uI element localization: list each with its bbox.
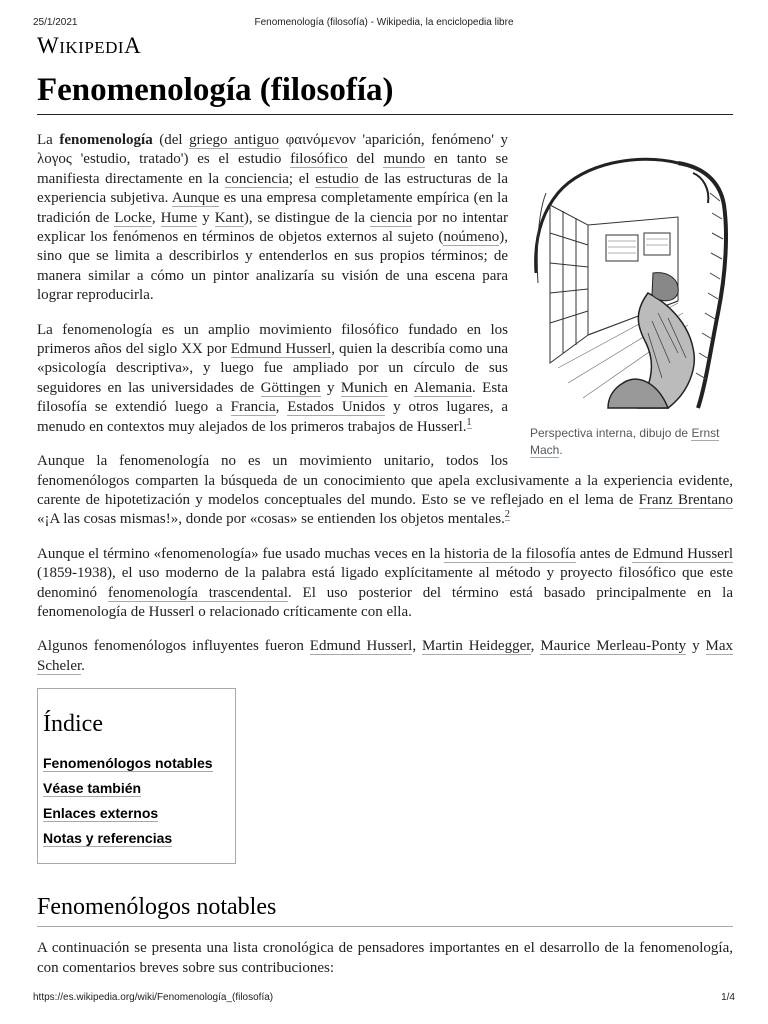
- ernst-mach-link[interactable]: Ernst Mach: [530, 426, 720, 457]
- print-date: 25/1/2021: [33, 17, 78, 28]
- paragraph-intro: La fenomenología (del griego antiguo φαινόμενον 'aparición, fenómeno' y λογος 'estudio, tratado') es el estudio filosófico del mundo en tanto se manifiesta directamente en la conciencia; el estudio de las estructuras de la experiencia subjetiva. Aunque es una empresa completamente empírica (en la tradición de Locke, Hume y Kant), se distingue de la ciencia por no intentar explicar los fenómenos en términos de objetos externos al sujeto (noúmeno), sino que se limita a describirlos y entenderlos en sus propios términos; de manera similar a cómo un pintor analizaría su visión de una escena para lograr reproducirla.: [37, 132, 509, 304]
- link-merleau-ponty[interactable]: Maurice Merleau-Ponty: [540, 638, 687, 655]
- link-heidegger[interactable]: Martin Heidegger: [422, 638, 531, 655]
- bold-term: fenomenología: [59, 132, 153, 148]
- link-scheler[interactable]: Max Scheler: [37, 638, 734, 674]
- footnote-ref-2[interactable]: 2: [504, 509, 510, 521]
- link-mundo[interactable]: mundo: [383, 151, 426, 168]
- article-body: [37, 131, 733, 993]
- link-griego-antiguo[interactable]: griego antiguo: [189, 132, 280, 148]
- link-aunque[interactable]: Aunque: [171, 190, 220, 207]
- paragraph-unity: Aunque la fenomenología no es un movimiento unitario, todos los fenomenólogos comparten la búsqueda de un conocimiento que apela exclusivamente a la experiencia evidente, carente de hipotetización y modelos conceptuales del mundo. Esto se ve reflejado en el lema de Franz Brentano «¡A las cosas mismas!», donde por «cosas» se entienden los objetos mentales.$^2$: [37, 453, 733, 528]
- link-conciencia[interactable]: conciencia: [224, 170, 289, 187]
- mach-drawing-image[interactable]: [528, 153, 728, 415]
- toc-item-enlaces[interactable]: Enlaces externos: [43, 805, 159, 822]
- link-gottingen[interactable]: Göttingen: [260, 379, 321, 396]
- link-filosofico[interactable]: filosófico: [290, 151, 348, 168]
- figure-caption: Perspectiva interna, dibujo de Ernst Mach.: [530, 426, 720, 457]
- section-intro: A continuación se presenta una lista cronológica de pensadores importantes en el desarrollo de la fenomenología, con comentarios breves sobre sus contribuciones:: [37, 940, 733, 976]
- link-francia[interactable]: Francia: [230, 399, 276, 416]
- link-edmund-husserl-2[interactable]: Edmund Husserl: [632, 545, 734, 562]
- print-footer: [0, 992, 768, 1006]
- paragraph-term: Aunque el término «fenomenología» fue usado muchas veces en la historia de la filosofía antes de Edmund Husserl (1859-1938), el uso moderno de la palabra está ligado explícitamente al método y proyecto filosófico que este denominó fenomenología trascendental. El uso posterior del término está basado principalmente en la fenomenología de Husserl o relacionado críticamente con ella.: [37, 545, 734, 620]
- print-page-number: 1/4: [721, 992, 735, 1003]
- section-heading: Fenomenólogos notables: [37, 892, 733, 927]
- page-title: Fenomenología (filosofía): [37, 70, 733, 115]
- print-header: [0, 17, 768, 31]
- link-franz-brentano[interactable]: Franz Brentano: [638, 491, 733, 508]
- table-of-contents: [37, 688, 236, 864]
- link-munich[interactable]: Munich: [340, 379, 388, 396]
- print-header-title: Fenomenología (filosofía) - Wikipedia, la enciclopedia libre: [254, 17, 514, 28]
- link-alemania[interactable]: Alemania: [413, 379, 473, 396]
- toc-item-vease[interactable]: Véase también: [43, 780, 142, 797]
- toc-item-fenomenologos[interactable]: Fenomenólogos notables: [43, 755, 213, 772]
- link-hume[interactable]: Hume: [160, 209, 198, 226]
- link-ciencia[interactable]: ciencia: [369, 209, 413, 226]
- wikipedia-logo[interactable]: WIKIPEDIA: [37, 33, 142, 58]
- paragraph-phenomenologists: Algunos fenomenólogos influyentes fueron Edmund Husserl, Martin Heidegger, Maurice Merleau-Ponty y Max Scheler.: [37, 638, 734, 674]
- link-estados-unidos[interactable]: Estados Unidos: [287, 399, 386, 416]
- toc-title: Índice: [43, 711, 103, 738]
- print-url: https://es.wikipedia.org/wiki/Fenomenología_(filosofía): [33, 992, 274, 1003]
- toc-item-notas[interactable]: Notas y referencias: [43, 830, 173, 847]
- link-edmund-husserl[interactable]: Edmund Husserl: [230, 341, 332, 358]
- footnote-ref-1[interactable]: 1: [466, 416, 472, 428]
- paragraph-history: La fenomenología es un amplio movimiento filosófico fundado en los primeros años del siglo XX por Edmund Husserl, quien la describía como una «psicología descriptiva», y luego fue ampliado por un círculo de sus seguidores en las universidades de Göttingen y Munich en Alemania. Esta filosofía se extendió luego a Francia, Estados Unidos y otros lugares, a menudo en contextos muy alejados de los primeros trabajos de Husserl.$^1$: [37, 321, 509, 435]
- link-locke[interactable]: Locke: [114, 209, 152, 226]
- link-estudio[interactable]: estudio: [315, 170, 359, 187]
- link-husserl-3[interactable]: Edmund Husserl: [309, 638, 413, 655]
- link-fenomenologia-trascendental[interactable]: fenomenología trascendental: [107, 584, 288, 601]
- link-noumeno[interactable]: noúmeno: [443, 229, 500, 246]
- link-kant[interactable]: Kant: [214, 209, 244, 226]
- figure-thumbnail: [520, 135, 733, 459]
- link-historia-filosofia[interactable]: historia de la filosofía: [444, 545, 576, 562]
